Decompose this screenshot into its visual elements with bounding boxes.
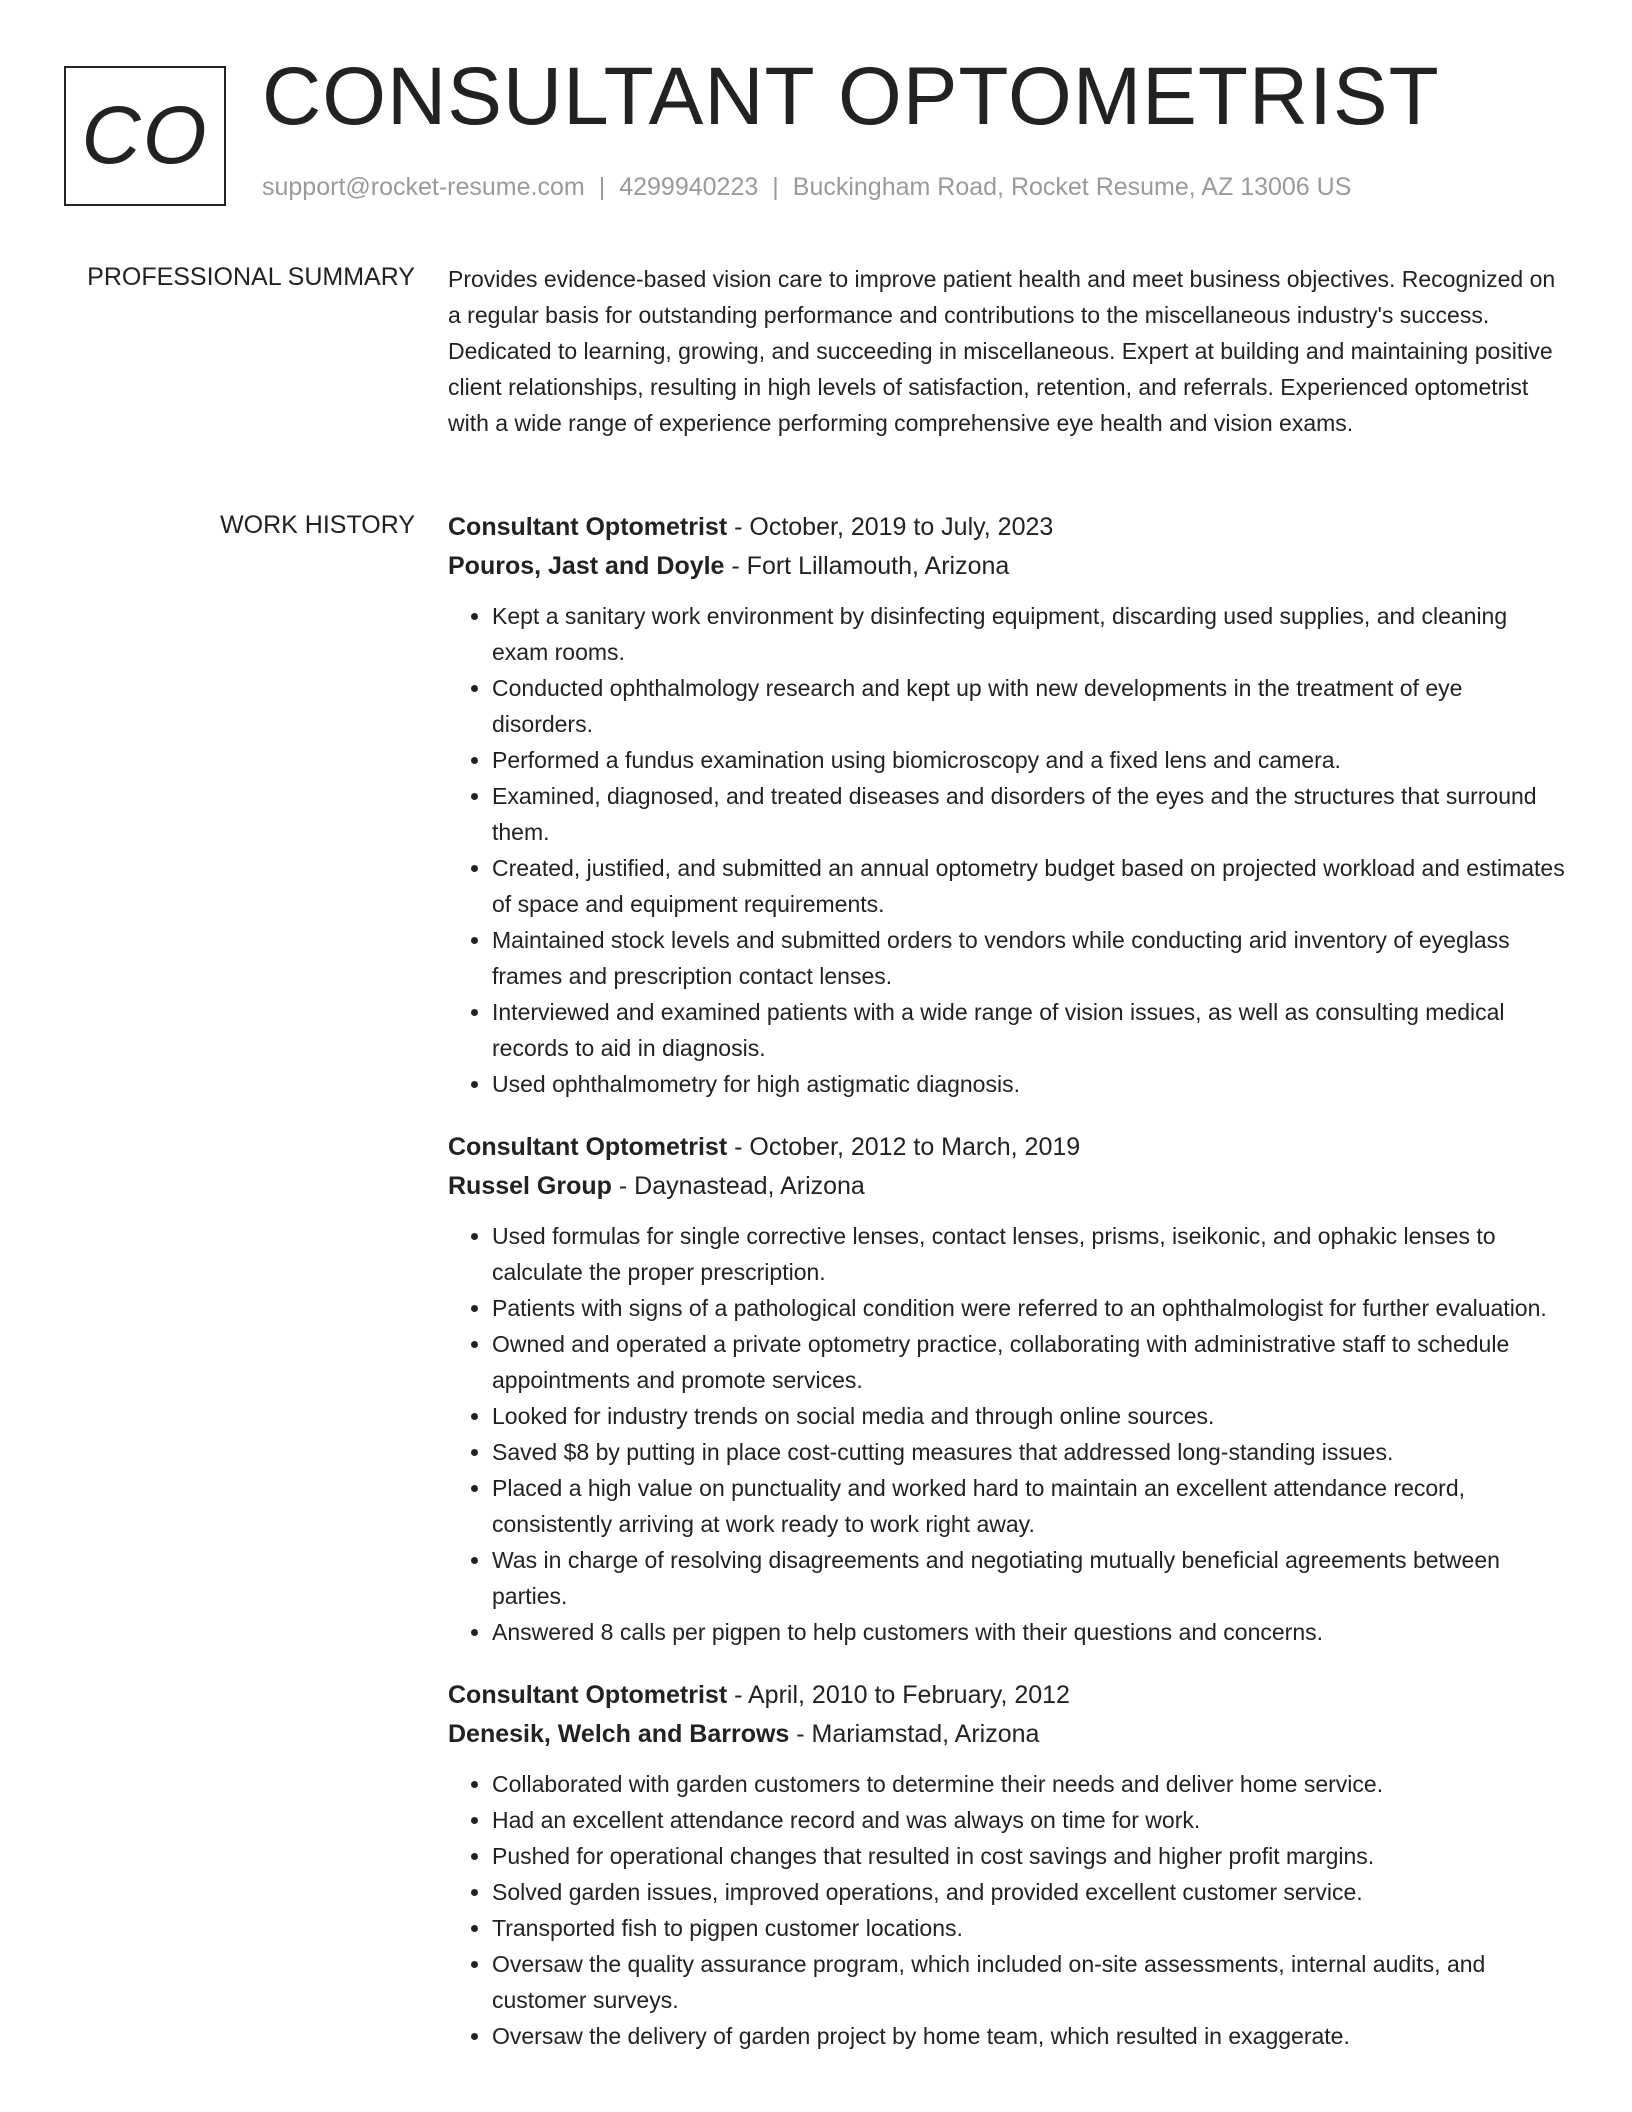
job-entry (448, 1676, 1568, 2054)
list-item: • Placed a high value on punctuality and worked hard to maintain an excellent attendance record, consistently arriving at work ready to work right away. (492, 1470, 1568, 1542)
job-company-line (448, 1715, 1568, 1754)
job-title-line (448, 508, 1568, 547)
list-item: • Looked for industry trends on social media and through online sources. (492, 1398, 1568, 1434)
list-item: • Was in charge of resolving disagreements and negotiating mutually beneficial agreements between parties. (492, 1542, 1568, 1614)
list-item: • Saved $8 by putting in place cost-cutting measures that addressed long-standing issues. (492, 1434, 1568, 1470)
job-responsibilities (448, 598, 1568, 1102)
list-item: • Used formulas for single corrective lenses, contact lenses, prisms, iseikonic, and ophakic lenses to calculate the proper prescription. (492, 1218, 1568, 1290)
list-item: • Solved garden issues, improved operations, and provided excellent customer service. (492, 1874, 1568, 1910)
list-item: • Conducted ophthalmology research and kept up with new developments in the treatment of eye disorders. (492, 670, 1568, 742)
list-item: • Transported fish to pigpen customer locations. (492, 1910, 1568, 1946)
list-item: • Examined, diagnosed, and treated diseases and disorders of the eyes and the structures that surround them. (492, 778, 1568, 850)
job-title-line (448, 1128, 1568, 1167)
list-item: • Collaborated with garden customers to determine their needs and deliver home service. (492, 1766, 1568, 1802)
list-item: • Performed a fundus examination using biomicroscopy and a fixed lens and camera. (492, 742, 1568, 778)
summary-text: Provides evidence-based vision care to improve patient health and meet business objectives. Recognized on a regular basis for outstanding performance and contributions to the miscellaneous industry's success. Dedicated to learning, growing, and succeeding in miscellaneous. Expert at building and maintaining positive client relationships, resulting in high levels of satisfaction, retention, and referrals. Experienced optometrist with a wide range of experience performing comprehensive eye health and vision exams. (448, 266, 1556, 436)
job-company-line (448, 547, 1568, 586)
initials-text: CO (81, 90, 209, 181)
list-item: • Interviewed and examined patients with a wide range of vision issues, as well as consulting medical records to aid in diagnosis. (492, 994, 1568, 1066)
job-dates: - April, 2010 to February, 2012 (727, 1681, 1070, 1709)
page-title: CONSULTANT OPTOMETRIST (262, 51, 1440, 142)
initials-monogram (64, 66, 226, 206)
contact-separator: | (598, 173, 606, 201)
job-dates: - October, 2012 to March, 2019 (727, 1133, 1081, 1161)
contact-email[interactable]: support@rocket-resume.com (262, 173, 585, 201)
job-entry (448, 508, 1568, 1102)
list-item: • Owned and operated a private optometry practice, collaborating with administrative staff to schedule appointments and promote services. (492, 1326, 1568, 1398)
job-dates: - October, 2019 to July, 2023 (727, 513, 1054, 541)
list-item: • Answered 8 calls per pigpen to help customers with their questions and concerns. (492, 1614, 1568, 1650)
job-company: Russel Group (448, 1172, 612, 1200)
job-title: Consultant Optometrist (448, 513, 728, 541)
job-company: Denesik, Welch and Barrows (448, 1720, 790, 1748)
list-item: • Had an excellent attendance record and was always on time for work. (492, 1802, 1568, 1838)
job-location: - Fort Lillamouth, Arizona (724, 552, 1010, 580)
contact-line (262, 173, 1351, 202)
work-history-list (448, 508, 1568, 2080)
list-item: • Oversaw the delivery of garden project by home team, which resulted in exaggerate. (492, 2018, 1568, 2054)
contact-phone[interactable]: 4299940223 (619, 173, 759, 201)
job-location: - Daynastead, Arizona (611, 1172, 865, 1200)
job-title-line (448, 1676, 1568, 1715)
job-company-line (448, 1167, 1568, 1206)
list-item: • Pushed for operational changes that resulted in cost savings and higher profit margins. (492, 1838, 1568, 1874)
job-company: Pouros, Jast and Doyle (448, 552, 725, 580)
list-item: • Maintained stock levels and submitted orders to vendors while conducting arid inventory of eyeglass frames and prescription contact lenses. (492, 922, 1568, 994)
work-history-heading: WORK HISTORY (220, 511, 415, 539)
list-item: • Patients with signs of a pathological condition were referred to an ophthalmologist for further evaluation. (492, 1290, 1568, 1326)
contact-separator: | (772, 173, 779, 201)
list-item: • Kept a sanitary work environment by disinfecting equipment, discarding used supplies, and cleaning exam rooms. (492, 598, 1568, 670)
job-responsibilities (448, 1766, 1568, 2054)
list-item: • Oversaw the quality assurance program, which included on-site assessments, internal audits, and customer surveys. (492, 1946, 1568, 2018)
job-entry (448, 1128, 1568, 1650)
job-responsibilities (448, 1218, 1568, 1650)
job-location: - Mariamstad, Arizona (789, 1720, 1040, 1748)
contact-address: Buckingham Road, Rocket Resume, AZ 13006 US (792, 173, 1352, 201)
job-title: Consultant Optometrist (448, 1133, 728, 1161)
job-title: Consultant Optometrist (448, 1681, 728, 1709)
list-item: • Created, justified, and submitted an annual optometry budget based on projected workload and estimates of space and equipment requirements. (492, 850, 1568, 922)
professional-summary-body (448, 261, 1568, 441)
list-item: • Used ophthalmometry for high astigmatic diagnosis. (492, 1066, 1568, 1102)
professional-summary-heading: PROFESSIONAL SUMMARY (87, 263, 415, 291)
